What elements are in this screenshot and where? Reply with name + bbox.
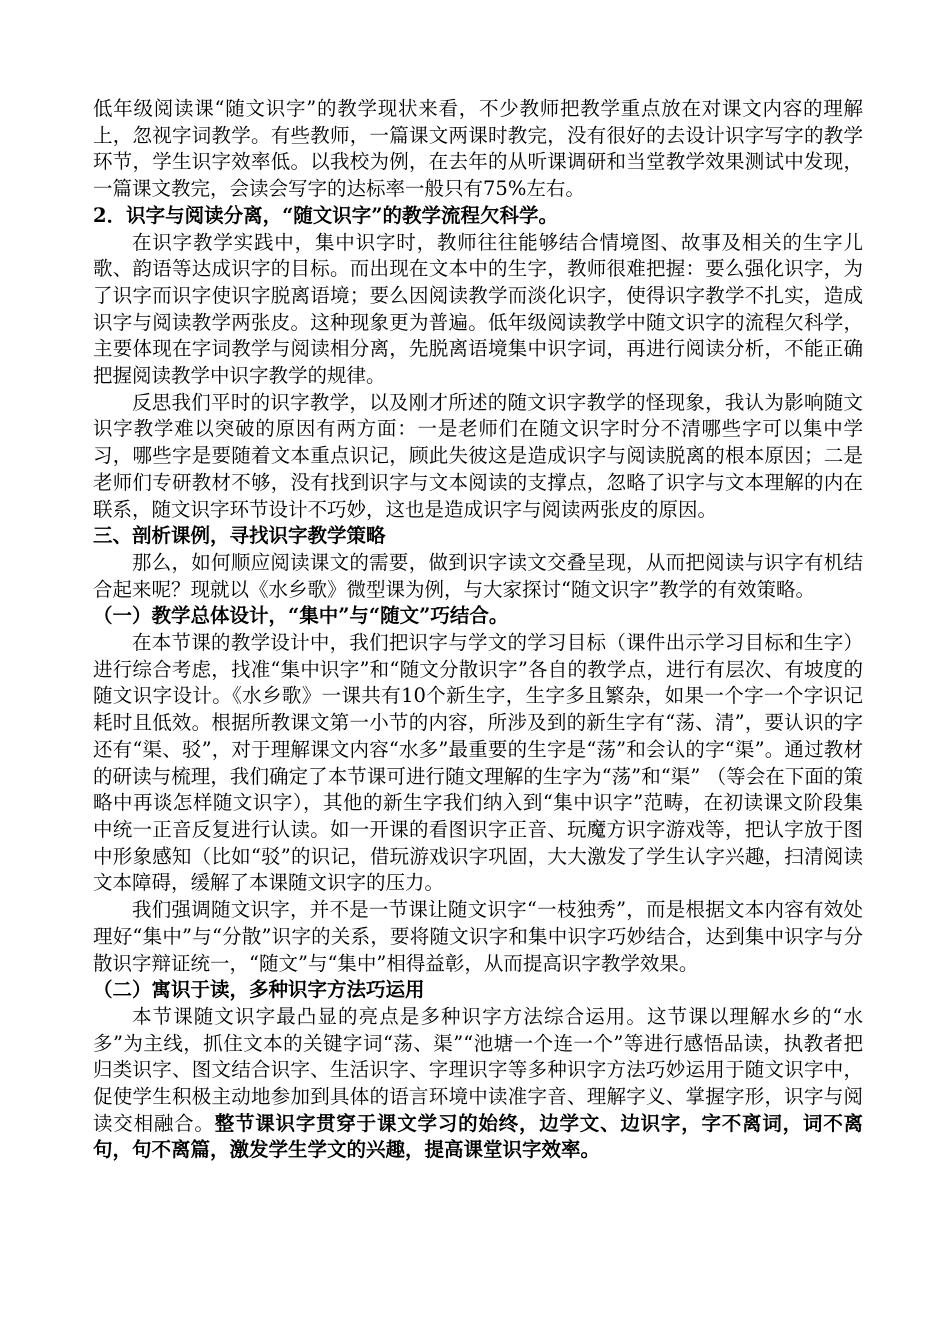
heading-section-three: 三、剖析课例，寻找识字教学策略 xyxy=(93,524,386,548)
paragraph-literacy-practice: 在识字教学实践中，集中识字时，教师往往能够结合情境图、故事及相关的生字儿歌、韵语等达成识字的目标。而出现在文本中的生字，教师很难把握：要么强化识字，为了识字而识字使识字脱离语境；要么因阅读教学而淡化识字，使得识字教学不扎实，造成识字与阅读教学两张皮。这种现象更为普遍。低年级阅读教学中随文识字的流程欠科学，主要体现在字词教学与阅读相分离，先脱离语境集中识字词，再进行阅读分析，不能正确把握阅读教学中识字教学的规律。 xyxy=(93,230,863,388)
paragraph-reading-methods-text: 本节课随文识字最凸显的亮点是多种识字方法综合运用。这节课以理解水乡的“水多”为主线，抓住文本的关键字词“荡、渠”“池塘一个连一个”等进行感悟品读，执教者把归类识字、图文结合识字、生活识字、字理识字等多种识字方法巧妙运用于随文识字中，促使学生积极主动地参加到具体的语言环境中读准字音、理解字义、掌握字形，识字与阅读交相融合。 xyxy=(93,1004,863,1135)
paragraph-reading-methods xyxy=(93,1004,863,1164)
paragraph-reflection: 反思我们平时的识字教学，以及刚才所述的随文识字教学的怪现象，我认为影响随文识字教学难以突破的原因有两方面：一是老师们在随文识字时分不清哪些字可以集中学习，哪些字是要随着文本重点识记，顾此失彼这是造成识字与阅读脱离的根本原因；二是老师们专研教材不够，没有找到识字与文本阅读的支撑点，忽略了识字与文本理解的内在联系，随文识字环节设计不巧妙，这也是造成识字与阅读两张皮的原因。 xyxy=(93,390,863,521)
heading-literacy-reading-separation: 2．识字与阅读分离，“随文识字”的教学流程欠科学。 xyxy=(93,203,559,227)
paragraph-overall-design: 在本节课的教学设计中，我们把识字与学文的学习目标（课件出示学习目标和生字）进行综合考虑，找准“集中识字”和“随文分散识字”各自的教学点，进行有层次、有坡度的随文识字设计。《水乡歌》一课共有10个新生字，生字多且繁杂，如果一个字一个字识记耗时且低效。根据所教课文第一小节的内容，所涉及到的新生字有“荡、清”，要认识的字还有“渠、驳”，对于理解课文内容“水多”最重要的生字是“荡”和会认的字“渠”。通过教材的研读与梳理，我们确定了本节课可进行随文理解的生字为“荡”和“渠” （等会在下面的策略中再谈怎样随文识字），其他的新生字我们纳入到“集中识字”范畴，在初读课文阶段集中统一正音反复进行认读。如一开课的看图识字正音、玩魔方识字游戏等，把认字放于图中形象感知（比如“驳”的识记，借玩游戏识字巩固，大大激发了学生认字兴趣，扫清阅读文本障碍，缓解了本课随文识字的压力。 xyxy=(93,631,863,895)
paragraph-emphasis: 我们强调随文识字，并不是一节课让随文识字“一枝独秀”，而是根据文本内容有效处理好“集中”与“分散”识字的关系，要将随文识字和集中识字巧妙结合，达到集中识字与分散识字辩证统一，“随文”与“集中”相得益彰，从而提高识字教学效果。 xyxy=(93,898,863,975)
document-page xyxy=(93,96,863,1164)
paragraph-strategy-intro: 那么，如何顺应阅读课文的需要，做到识字读文交叠呈现，从而把阅读与识字有机结合起来呢？现就以《水乡歌》微型课为例，与大家探讨“随文识字”教学的有效策略。 xyxy=(93,550,863,601)
heading-reading-methods: （二）寓识于读，多种识字方法巧运用 xyxy=(93,978,425,1002)
paragraph-reading-methods-bold: 整节课识字贯穿于课文学习的始终，边学文、边识字，字不离词，词不离句，句不离篇，激发学生学文的兴趣，提高课堂识字效率。 xyxy=(93,1111,863,1162)
paragraph-teaching-status: 低年级阅读课“随文识字”的教学现状来看，不少教师把教学重点放在对课文内容的理解上，忽视字词教学。有些教师，一篇课文两课时教完，没有很好的去设计识字写字的教学环节，学生识字效率低。以我校为例，在去年的从听课调研和当堂教学效果测试中发现，一篇课文教完，会读会写字的达标率一般只有75%左右。 xyxy=(93,97,863,201)
heading-overall-design: （一）教学总体设计，“集中”与“随文”巧结合。 xyxy=(93,604,509,628)
